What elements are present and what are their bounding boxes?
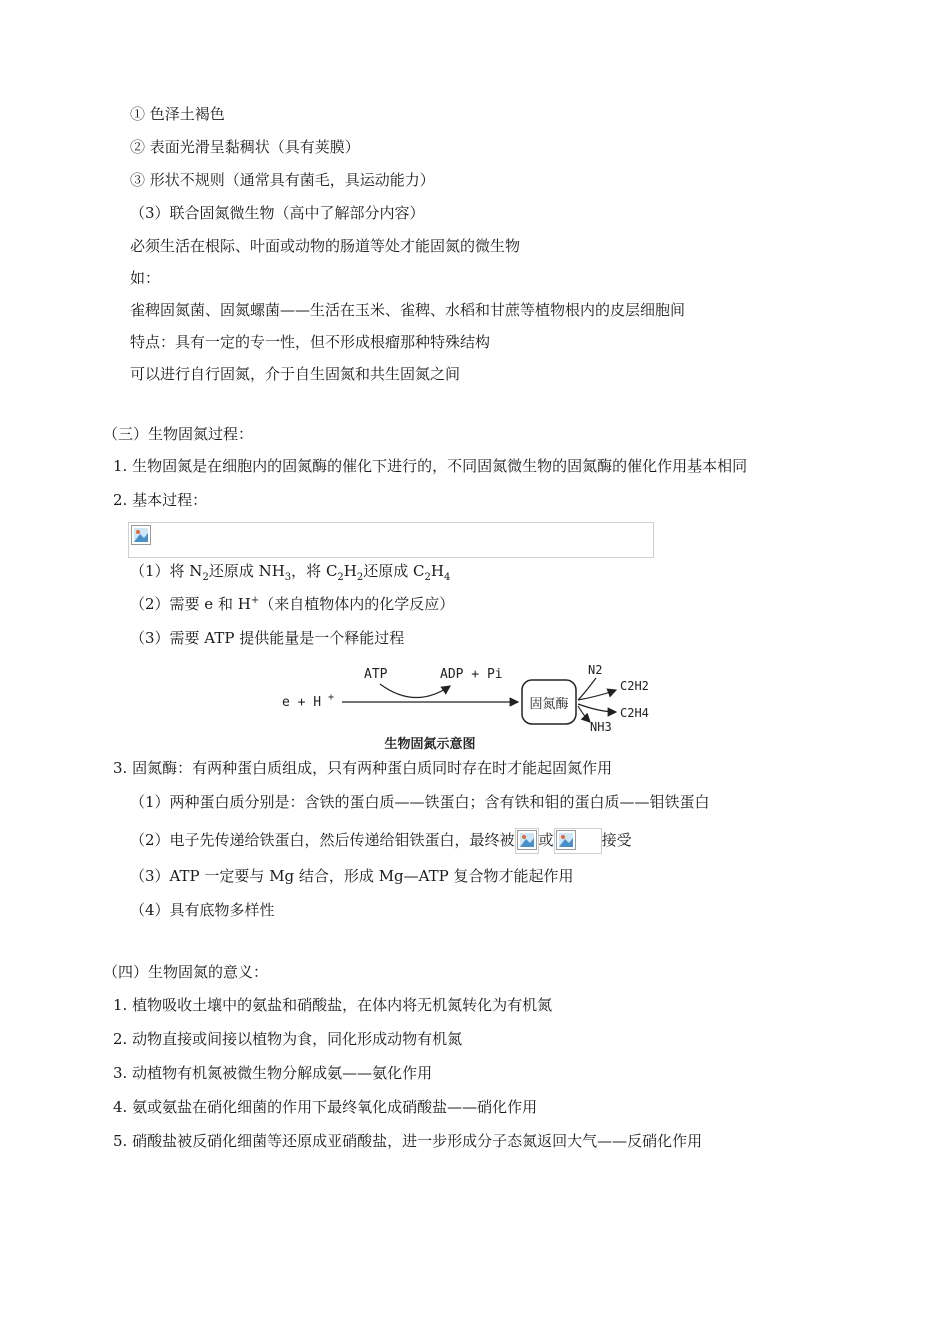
list-item: 4. 氨或氨盐在硝化细菌的作用下最终氧化成硝酸盐——硝化作用 [113, 1098, 538, 1116]
broken-image-frame [554, 828, 602, 854]
diagram-caption: 生物固氮示意图 [384, 737, 476, 752]
text-line: ② 表面光滑呈黏稠状（具有荚膜） [130, 138, 360, 156]
enzyme-label: 固氮酶 [529, 697, 569, 712]
sub-item: （3）ATP 一定要与 Mg 结合，形成 Mg—ATP 复合物才能起作用 [130, 867, 574, 885]
broken-image-frame [515, 828, 539, 854]
c2h4-arrow [578, 704, 616, 712]
list-item: 5. 硝酸盐被反硝化细菌等还原成亚硝酸盐，进一步形成分子态氮返回大气——反硝化作用 [113, 1132, 703, 1150]
text-line: 雀稗固氮菌、固氮螺菌——生活在玉米、雀稗、水稻和甘蔗等植物根内的皮层细胞间 [130, 301, 686, 319]
adp-label: ADP + Pi [440, 667, 503, 682]
nh3-label: NH3 [590, 720, 612, 734]
sub-item: （2）需要 e 和 H+（来自植物体内的化学反应） [130, 595, 455, 613]
list-item: 1. 植物吸收土壤中的氨盐和硝酸盐，在体内将无机氮转化为有机氮 [113, 996, 553, 1014]
list-item: 1. 生物固氮是在细胞内的固氮酶的催化下进行的，不同固氮微生物的固氮酶的催化作用基本相同 [113, 457, 748, 475]
reactant-sup: + [328, 692, 335, 703]
text-line: ① 色泽土褐色 [130, 105, 225, 123]
sub-item: （3）需要 ATP 提供能量是一个释能过程 [130, 629, 405, 647]
c2h2-label: C2H2 [620, 679, 649, 693]
atp-label: ATP [364, 667, 388, 682]
section-heading: （三）生物固氮过程： [103, 425, 254, 443]
nitrogen-fixation-diagram [270, 660, 670, 756]
text-line: 可以进行自行固氮，介于自生固氮和共生固氮之间 [130, 365, 461, 383]
list-item: 2. 基本过程： [113, 491, 208, 509]
list-item: 3. 固氮酶：有两种蛋白质组成，只有两种蛋白质同时存在时才能起固氮作用 [113, 759, 613, 777]
sub-item: （4）具有底物多样性 [130, 901, 275, 919]
list-item: 3. 动植物有机氮被微生物分解成氨——氨化作用 [113, 1064, 433, 1082]
atp-arc-arrow [380, 684, 450, 698]
text-line: 必须生活在根际、叶面或动物的肠道等处才能固氮的微生物 [130, 237, 521, 255]
broken-image-icon [517, 830, 537, 850]
c2h2-arrow [578, 690, 616, 700]
subheading: （3）联合固氮微生物（高中了解部分内容） [130, 204, 425, 222]
list-item: 2. 动物直接或间接以植物为食，同化形成动物有机氮 [113, 1030, 463, 1048]
c2h4-label: C2H4 [620, 706, 649, 720]
text-line: 如： [130, 269, 161, 287]
sub-item: （2）电子先传递给铁蛋白，然后传递给钼铁蛋白，最终被 或 接受 [130, 828, 632, 854]
broken-image-icon [556, 830, 576, 850]
sub-item: （1）两种蛋白质分别是：含铁的蛋白质——铁蛋白；含有铁和钼的蛋白质——钼铁蛋白 [130, 793, 710, 811]
text-line: ③ 形状不规则（通常具有菌毛，具运动能力） [130, 171, 435, 189]
text-line: 特点：具有一定的专一性，但不形成根瘤那种特殊结构 [130, 333, 491, 351]
section-heading: （四）生物固氮的意义： [103, 963, 269, 981]
n2-label: N2 [588, 663, 603, 677]
broken-image-frame [128, 522, 654, 558]
reactant-label: e + H [282, 695, 322, 710]
nh3-arrow [578, 706, 590, 722]
sub-item: （1）将 $N_2$还原成 $NH_3$，将 $C_2H_2$还原成 $C_2H_4$ [130, 562, 451, 583]
broken-image-icon [131, 525, 151, 545]
